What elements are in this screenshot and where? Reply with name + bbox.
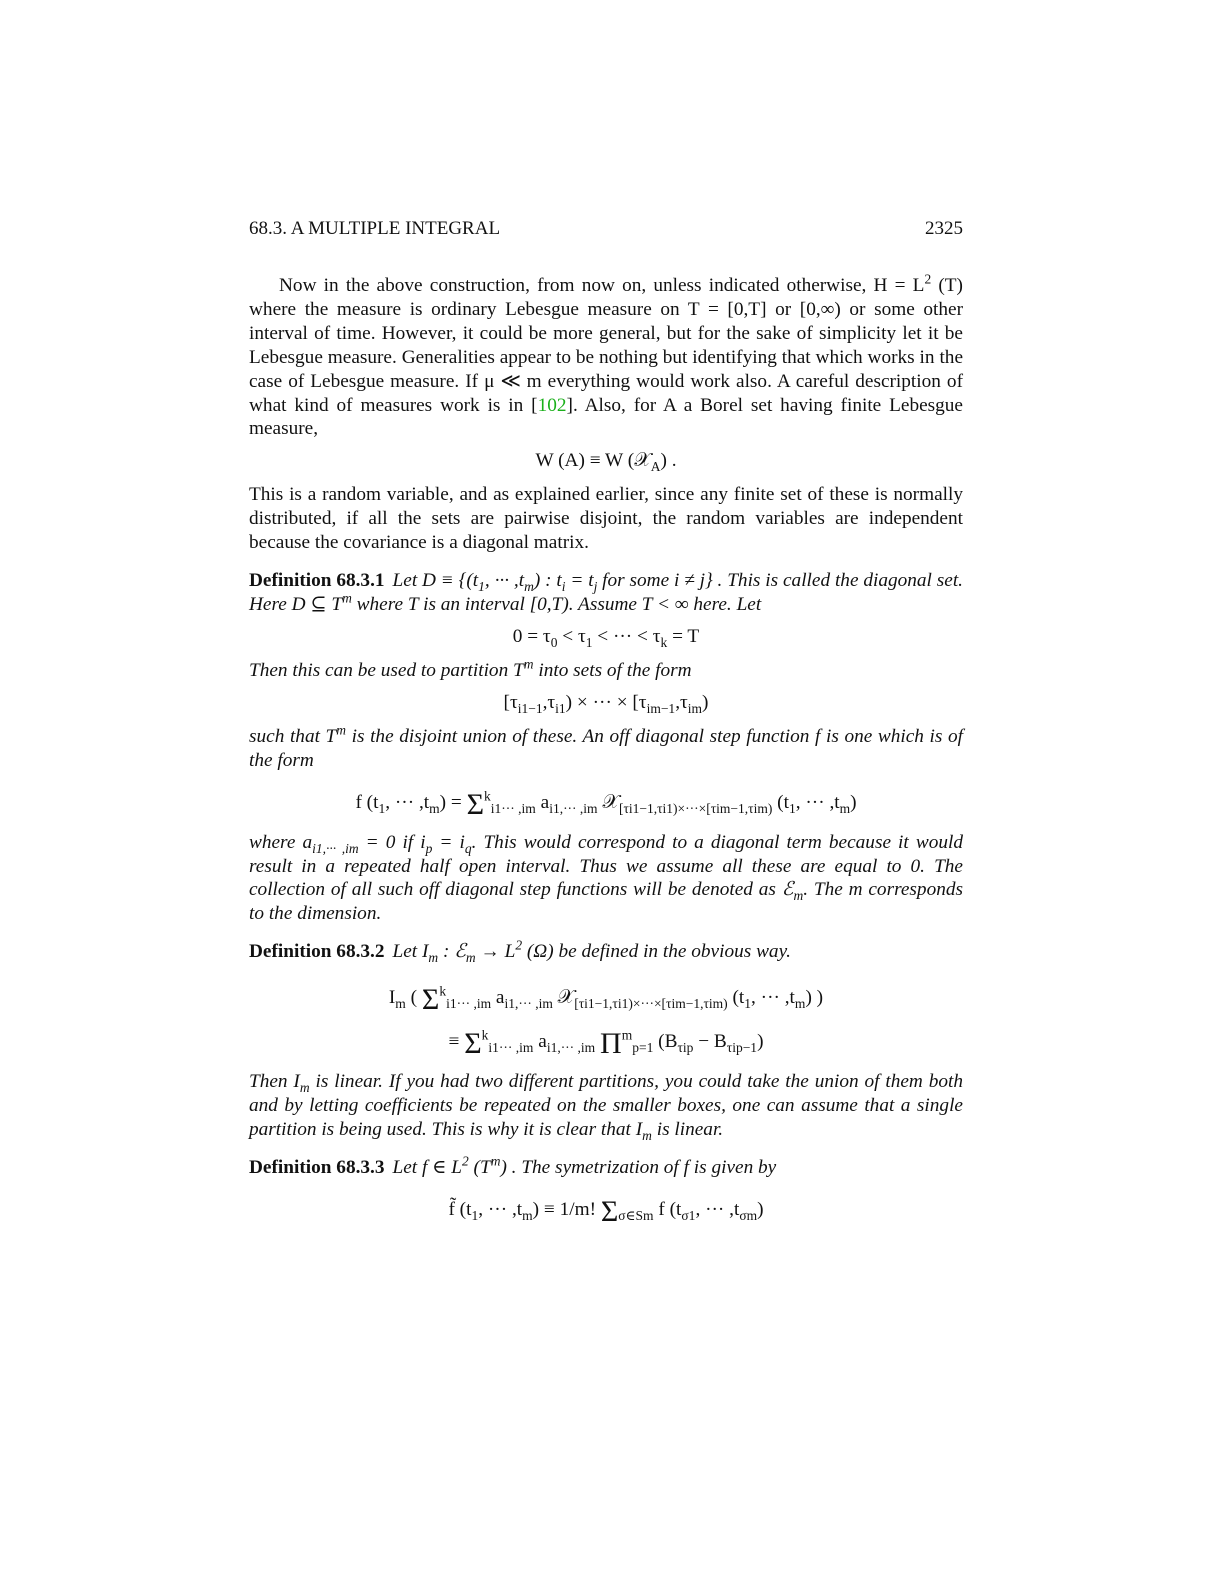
- equation-boxes: $[\tau_{i1-1},\tau_{i1})$ × ··· × $[\tau_{im-1},\tau_{im})$: [503, 691, 709, 716]
- definition-text-linear: Then $I_m$ is linear. If you had two different partitions, you could take the union of them both and by letting coefficients be repeated on the smaller boxes, one can assume that a single partition is being used. This is why it is clear that $I_m$ is linear.: [249, 1071, 963, 1143]
- definition-68-3-3: [249, 1153, 963, 1180]
- definition-68-3-2: [249, 937, 963, 966]
- equation-step-function: f ($t_1$, ··· $,t_m) = \Sigma^k_{i1\cdot\cdot\cdot ,im}$ $a_{i1,\cdot\cdot\cdot ,im}$ 𝒳$_{[\tau i1-1,\tau i1)\times\cdot\cdot\cdot\times[\tau im-1,\tau im)}$ ($t_1$, ··· $,t_m$): [355, 787, 857, 821]
- equation-symmetrization: f̃ ($t_1$, ··· $,t_m) \equiv 1/m$! $\Sigma_{\sigma\in Sm}$ f ($t_{\sigma 1}$, ··· $,t_{\sigma m}$): [448, 1194, 764, 1228]
- definition-label: Definition 68.3.2: [249, 941, 385, 963]
- equation-w: W (A) ≡ W (𝒳$_A$) .: [535, 450, 677, 475]
- definition-text-2: Then this can be used to partition $T^m$ into sets of the form: [249, 656, 692, 681]
- definition-text: Let $I_m$ : ℰ$_m$ → $L^2$ (Ω) be defined in the obvious way.: [392, 937, 791, 966]
- definition-label: Definition 68.3.1: [249, 570, 385, 592]
- definition-label: Definition 68.3.3: [249, 1156, 385, 1178]
- definition-68-3-1: [249, 569, 963, 617]
- document-page: [249, 218, 963, 1242]
- paragraph-intro: [249, 271, 963, 441]
- equation-partition: $0 = \tau_0 < \tau_1$ < ··· < $\tau_k = T$: [512, 625, 700, 650]
- definition-text: Let f ∈ $L^2$ $(T^m)$ . The symetrization of f is given by: [392, 1153, 777, 1178]
- equation-im: $I_m$ ( $\Sigma^k_{i1\cdot\cdot\cdot ,im}$ $a_{i1,\cdot\cdot\cdot ,im}$ 𝒳$_{[\tau i1-1,\tau i1)\times\cdot\cdot\cdot\times[\tau im-1,\tau im)}$ ($t_1$, ··· $,t_m$) ): [388, 983, 824, 1017]
- equation-im-product: ≡ $\Sigma^k_{i1\cdot\cdot\cdot ,im}$ $a_{i1,\cdot\cdot\cdot ,im}$ $\Pi^m_{p=1}$ $(B_{\tau ip} - B_{\tau ip-1})$: [448, 1027, 764, 1061]
- section-title: 68.3. A MULTIPLE INTEGRAL: [249, 218, 501, 239]
- definition-text: Let $D \equiv \{(t_1$, ··· $,t_m$) : $t_i = t_j$ for some i ≠ j} . This is called the diagonal set. Here D ⊆ $T^m$ where T is an interval [0,T). Assume T < ∞ here. Let: [249, 570, 963, 615]
- intro-text-end: ]. Also, for A a Borel set having finite Lebesgue measure,: [249, 394, 963, 440]
- paragraph-random-variable: This is a random variable, and as explained earlier, since any finite set of these is normally distributed, if all the sets are pairwise disjoint, the random variables are independent because the covariance is a diagonal matrix.: [249, 484, 963, 554]
- definition-text-4: where $a_{i1,\cdot\cdot\cdot ,im} = 0$ if $i_p = i_q$. This would correspond to a diagonal term because it would result in a repeated half open interval. Thus we assume all these are equal to 0. The collection of all such off diagonal step functions will be denoted as ℰ$_m$. The m corresponds to the dimension.: [249, 831, 963, 925]
- definition-text-3: such that $T^m$ is the disjoint union of these. An off diagonal step function f is one which is of the form: [249, 722, 963, 771]
- page-number: 2325: [925, 218, 963, 239]
- running-header: [249, 218, 963, 242]
- intro-text: Now in the above construction, from now on, unless indicated otherwise, $H = L^2$ (T) where the measure is ordinary Lebesgue measure on T = [0,T] or [0,∞) or some other interval of time. However, it could be more general, but for the sake of simplicity let it be Lebesgue measure. Generalities appear to be nothing but identifying that which works in the case of Lebesgue measure. If μ ≪ m everything would work also. A careful description of what kind of measures work is in [: [249, 271, 963, 416]
- citation-link[interactable]: 102: [537, 394, 567, 416]
